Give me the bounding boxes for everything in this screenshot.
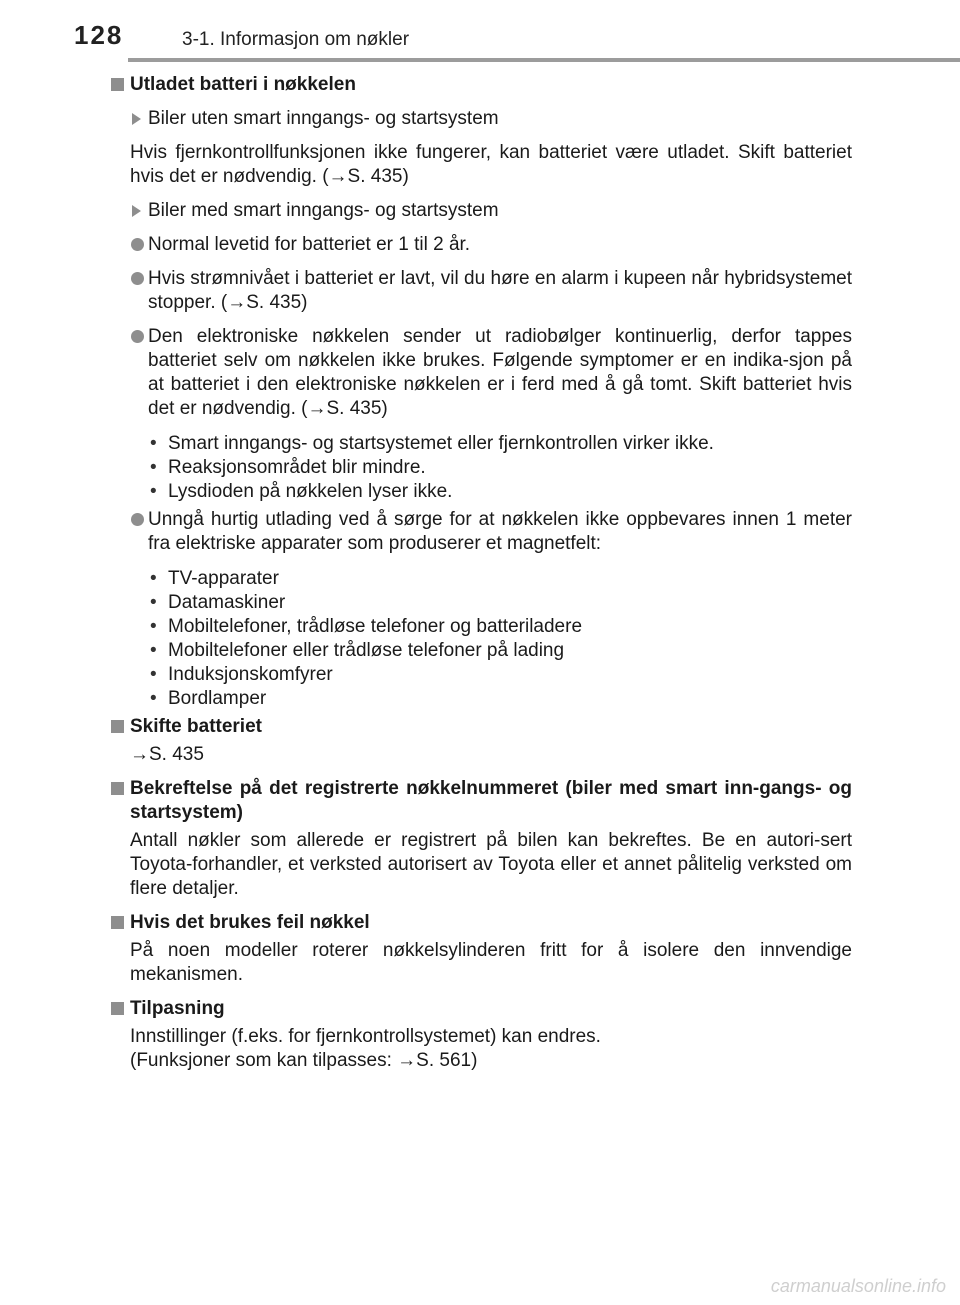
paragraph-wrong-key: På noen modeller roterer nøkkelsylinderen fritt for å isolere den innvendige mekanismen. <box>130 940 852 985</box>
note-avoid-discharge: Unngå hurtig utlading ved å sørge for at nøkkelen ikke oppbevares innen 1 meter fra elektriske apparater som produserer et magnetfelt: <box>110 508 852 556</box>
heading-customization: Tilpasning <box>110 997 852 1021</box>
page-content <box>110 73 852 1073</box>
appliance-item: • Mobiltelefoner eller trådløse telefoner på lading <box>110 639 852 663</box>
section-title: 3-1. Informasjon om nøkler <box>182 29 410 50</box>
note-battery-drain: Den elektroniske nøkkelen sender ut radiobølger kontinuerlig, derfor tappes batteriet selv om nøkkelen ikke brukes. Følgende symptomer er en indika-sjon på at batteriet i den elektroniske nøkkelen er i ferd med å gå tomt. Skift batteriet hvis det er nødvendig. (→S. 435) <box>110 325 852 421</box>
reference-replace-battery: →S. 435 <box>130 744 204 765</box>
note-low-battery-alarm: Hvis strømnivået i batteriet er lavt, vil du høre en alarm i kupeen når hybridsystemet stopper. (→S. 435) <box>110 267 852 315</box>
subheading-without-smart-system: Biler uten smart inngangs- og startsystem <box>110 107 852 131</box>
appliance-item: • Bordlamper <box>110 687 852 711</box>
symptom-item: • Lysdioden på nøkkelen lyser ikke. <box>110 480 852 504</box>
symptom-item: • Reaksjonsområdet blir mindre. <box>110 456 852 480</box>
appliance-item: • Datamaskiner <box>110 591 852 615</box>
symptom-item: • Smart inngangs- og startsystemet eller fjernkontrollen virker ikke. <box>110 432 852 456</box>
heading-replace-battery: Skifte batteriet <box>110 715 852 739</box>
paragraph-remote-battery: Hvis fjernkontrollfunksjonen ikke fungerer, kan batteriet være utladet. Skift batteriet hvis det er nødvendig. (→S. 435) <box>130 142 852 187</box>
paragraph-key-number: Antall nøkler som allerede er registrert på bilen kan bekreftes. Be en autori-sert Toyota-forhandler, et verksted autorisert av Toyota eller et annet pålitelig verksted om flere detaljer. <box>130 830 852 899</box>
heading-dead-battery: Utladet batteri i nøkkelen <box>110 73 852 97</box>
appliance-item: • Induksjonskomfyrer <box>110 663 852 687</box>
heading-key-number-confirmation: Bekreftelse på det registrerte nøkkelnummeret (biler med smart inn-gangs- og startsystem) <box>110 777 852 825</box>
watermark: carmanualsonline.info <box>770 1276 946 1296</box>
subheading-with-smart-system: Biler med smart inngangs- og startsystem <box>110 199 852 223</box>
appliance-item: • Mobiltelefoner, trådløse telefoner og batteriladere <box>110 615 852 639</box>
heading-wrong-key: Hvis det brukes feil nøkkel <box>110 911 852 935</box>
page-number: 128 <box>74 20 124 50</box>
paragraph-customization: Innstillinger (f.eks. for fjernkontrollsystemet) kan endres. <box>130 1026 601 1047</box>
page-header <box>0 0 960 62</box>
header-divider <box>128 58 960 62</box>
appliance-item: • TV-apparater <box>110 567 852 591</box>
note-battery-lifetime: Normal levetid for batteriet er 1 til 2 år. <box>110 233 852 257</box>
paragraph-customization-reference: (Funksjoner som kan tilpasses: →S. 561) <box>130 1050 478 1071</box>
